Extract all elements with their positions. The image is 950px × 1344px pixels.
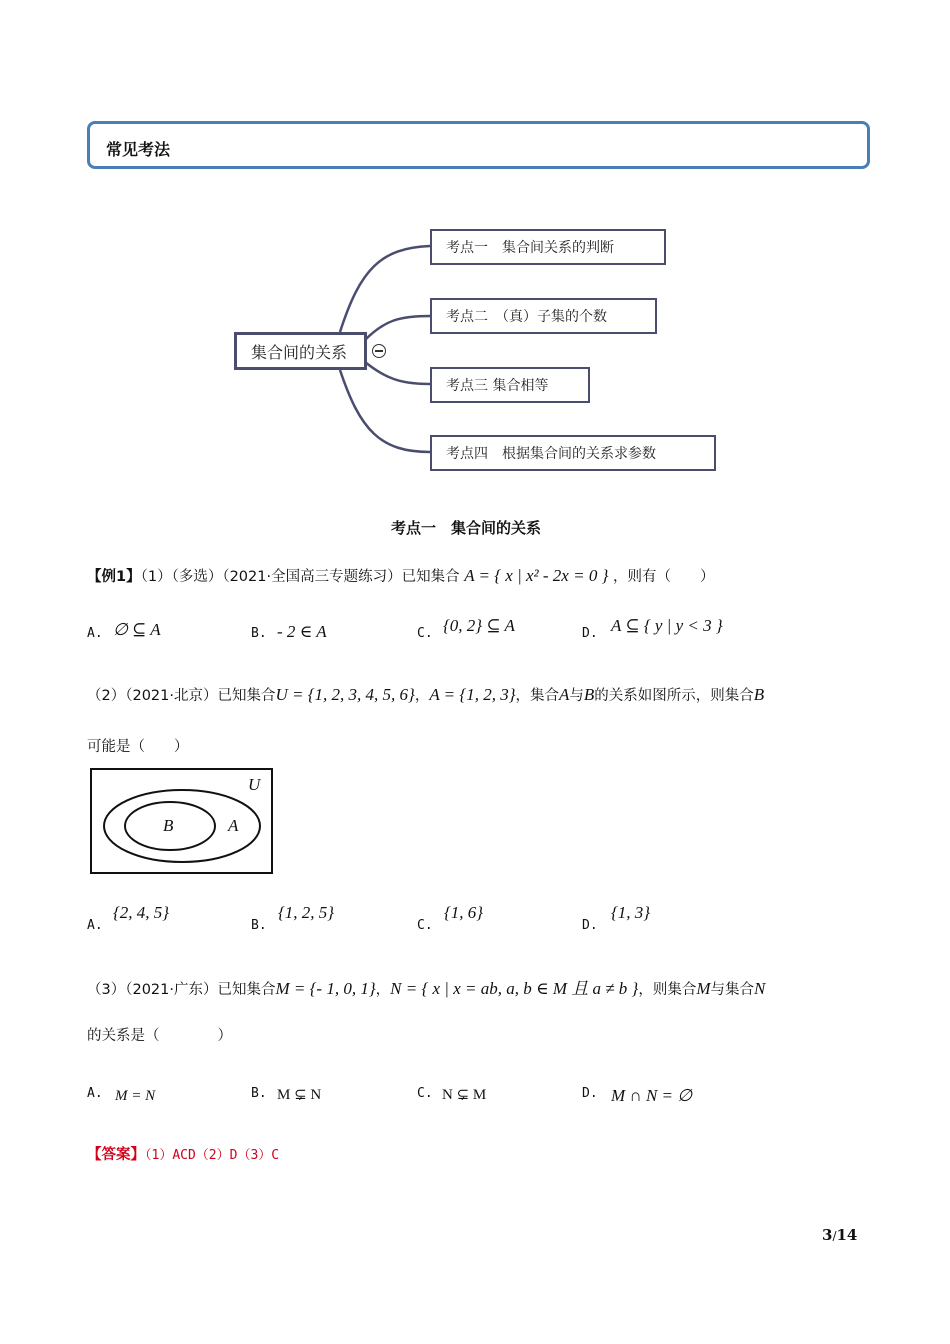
- header-title: 常见考法: [106, 140, 171, 159]
- q3-option-c-label: C.: [417, 1086, 433, 1101]
- page-total: 14: [836, 1226, 858, 1244]
- q3-line1: [87, 974, 765, 999]
- page-current: 3: [822, 1226, 833, 1244]
- page-number: [822, 1226, 857, 1244]
- q1-option-a-label: A.: [87, 626, 103, 641]
- q2-mid1: ，集合: [515, 688, 560, 704]
- q3-set-m: M = {- 1, 0, 1}: [275, 979, 376, 998]
- q2-option-b-label: B.: [251, 918, 267, 933]
- q2-sym-b: B: [583, 685, 595, 704]
- q3-option-c-text: N ⊊ M: [442, 1087, 487, 1103]
- q3-option-a-text: M = N: [115, 1088, 156, 1104]
- q3-option-d-text: M ∩ N = ∅: [611, 1086, 693, 1105]
- q3-sym-n: N: [754, 979, 766, 998]
- venn-label-b: B: [163, 816, 174, 835]
- collapse-icon[interactable]: [372, 344, 386, 358]
- venn-label-u: U: [248, 775, 261, 794]
- q3-mid2: 与集合: [710, 982, 755, 998]
- q3-mid1: ，则集合: [638, 982, 697, 998]
- q3-option-b-text: M ⊊ N: [277, 1087, 322, 1103]
- page-sep: /: [832, 1229, 837, 1243]
- q3-sym-m: M: [696, 979, 711, 998]
- venn-diagram: [90, 768, 273, 874]
- q1-option-b-label: B.: [251, 626, 267, 641]
- example1-q1-line: [87, 565, 714, 586]
- mindmap-center-node[interactable]: 集合间的关系: [234, 332, 367, 370]
- q2-comma: ，: [414, 688, 430, 704]
- q3-intro: （3）（2021·广东）已知集合: [87, 982, 276, 998]
- q2-set-u: U = {1, 2, 3, 4, 5, 6}: [275, 685, 415, 704]
- q2-option-c-label: C.: [417, 918, 433, 933]
- q1-option-c-text: {0, 2} ⊆ A: [443, 616, 515, 635]
- mindmap-branch-2[interactable]: 考点二 （真）子集的个数: [430, 298, 657, 334]
- q2-option-d-text: {1, 3}: [611, 903, 651, 922]
- q1-option-b-text: - 2 ∈ A: [277, 622, 327, 641]
- q2-option-b-text: {1, 2, 5}: [278, 903, 335, 922]
- q3-option-a-label: A.: [87, 1086, 103, 1101]
- example1-label: 【例1】: [87, 569, 141, 585]
- answer-text: （1）ACD（2）D（3）C: [145, 1148, 280, 1163]
- q3-comma: ，: [375, 982, 391, 998]
- q2-option-d-label: D.: [582, 918, 598, 933]
- q2-intro: （2）（2021·北京）已知集合: [87, 688, 276, 704]
- q3-option-d-label: D.: [582, 1086, 598, 1101]
- q2-option-a-text: {2, 4, 5}: [113, 903, 170, 922]
- q3-set-n: N = { x | x = ab, a, b ∈ M 且 a ≠ b }: [390, 979, 639, 998]
- q2-option-c-text: {1, 6}: [444, 903, 484, 922]
- q2-sym-b2: B: [753, 685, 765, 704]
- q2-line2: 可能是（ ）: [87, 739, 189, 755]
- q1-option-c-label: C.: [417, 626, 433, 641]
- q2-set-a: A = {1, 2, 3}: [429, 685, 516, 704]
- q2-sym-a: A: [559, 685, 570, 704]
- q1-option-d-text: A ⊆ { y | y < 3 }: [611, 616, 723, 635]
- section-title: 考点一 集合间的关系: [391, 519, 542, 537]
- answer-line: [87, 1143, 279, 1164]
- q3-line2: 的关系是（ ）: [87, 1028, 232, 1044]
- venn-label-a: A: [228, 816, 239, 835]
- q2-mid2: 与: [569, 688, 584, 704]
- q3-option-b-label: B.: [251, 1086, 267, 1101]
- mindmap-branch-4[interactable]: 考点四 根据集合间的关系求参数: [430, 435, 716, 471]
- q1-tail: ，则有（ ）: [612, 569, 715, 585]
- answer-label: 【答案】: [87, 1147, 145, 1163]
- q2-line1: [87, 684, 764, 705]
- q1-set-expression: A = { x | x² - 2x = 0 }: [464, 566, 609, 585]
- q2-option-a-label: A.: [87, 918, 103, 933]
- mindmap-branch-1[interactable]: 考点一 集合间关系的判断: [430, 229, 666, 265]
- q1-intro: （1）（多选）（2021·全国高三专题练习）已知集合: [140, 569, 460, 585]
- q1-option-a-text: ∅ ⊆ A: [113, 620, 161, 639]
- q1-option-d-label: D.: [582, 626, 598, 641]
- q2-mid3: 的关系如图所示，则集合: [594, 688, 754, 704]
- mindmap-branch-3[interactable]: 考点三 集合相等: [430, 367, 590, 403]
